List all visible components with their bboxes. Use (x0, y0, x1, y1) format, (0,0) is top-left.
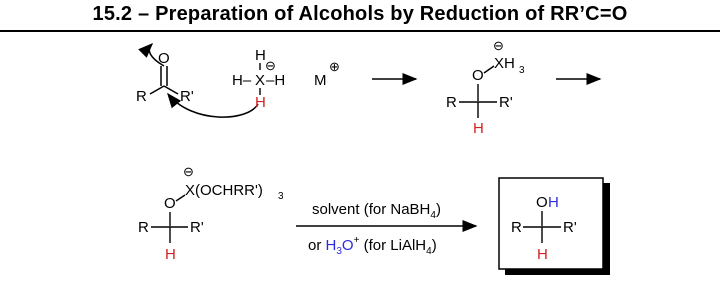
carbonyl-rprime: R' (180, 88, 194, 105)
intermediate2-r: R (138, 219, 149, 236)
metal-plus-charge: ⊕ (329, 59, 340, 74)
hydride-minus-charge: ⊖ (265, 58, 276, 73)
carbonyl-compound (136, 50, 194, 105)
intermediate1-rprime: R' (499, 94, 513, 111)
hydride-reagent (232, 47, 285, 111)
intermediate1-r: R (446, 94, 457, 111)
alkoxide-intermediate-1 (446, 38, 525, 137)
intermediate2-minus-charge: ⊖ (183, 164, 194, 179)
product-r: R (511, 219, 522, 236)
product-oxygen: O (536, 194, 548, 211)
reaction-conditions (308, 201, 441, 257)
metal-cation: M (314, 72, 327, 89)
product-h-blue: H (548, 194, 559, 211)
carbonyl-r: R (136, 88, 147, 105)
intermediate1-xh: XH (494, 55, 515, 72)
intermediate1-oxygen: O (472, 67, 484, 84)
conditions-line1: solvent (for NaBH$_4$) (312, 201, 441, 221)
hydride-x: X (255, 72, 266, 89)
hydride-h-left: H– (232, 72, 252, 89)
carbonyl-oxygen: O (158, 50, 170, 67)
page-title: 15.2 – Preparation of Alcohols by Reduction of RR’C=O (92, 3, 628, 25)
product-rprime: R' (563, 219, 577, 236)
intermediate2-h: H (165, 246, 176, 263)
hydride-h-top: H (255, 47, 266, 64)
intermediate1-sub3: 3 (519, 65, 525, 76)
carbonyl-bond-rprime (164, 86, 178, 94)
hydride-h-right: –H (266, 72, 286, 89)
carbonyl-bond-r (150, 86, 164, 94)
alkoxide-intermediate-2 (138, 164, 284, 263)
hydride-h-bottom: H (255, 94, 266, 111)
intermediate1-h: H (473, 120, 484, 137)
product-h: H (537, 246, 548, 263)
conditions-line2: or $H_3O^+$ (for LiAlH$_4$) (308, 235, 437, 257)
intermediate2-rprime: R' (190, 219, 204, 236)
intermediate1-minus-charge: ⊖ (493, 38, 504, 53)
intermediate2-x-group: X(OCHRR') (185, 182, 263, 199)
intermediate2-sub3: 3 (278, 191, 284, 202)
intermediate2-oxygen: O (164, 195, 176, 212)
